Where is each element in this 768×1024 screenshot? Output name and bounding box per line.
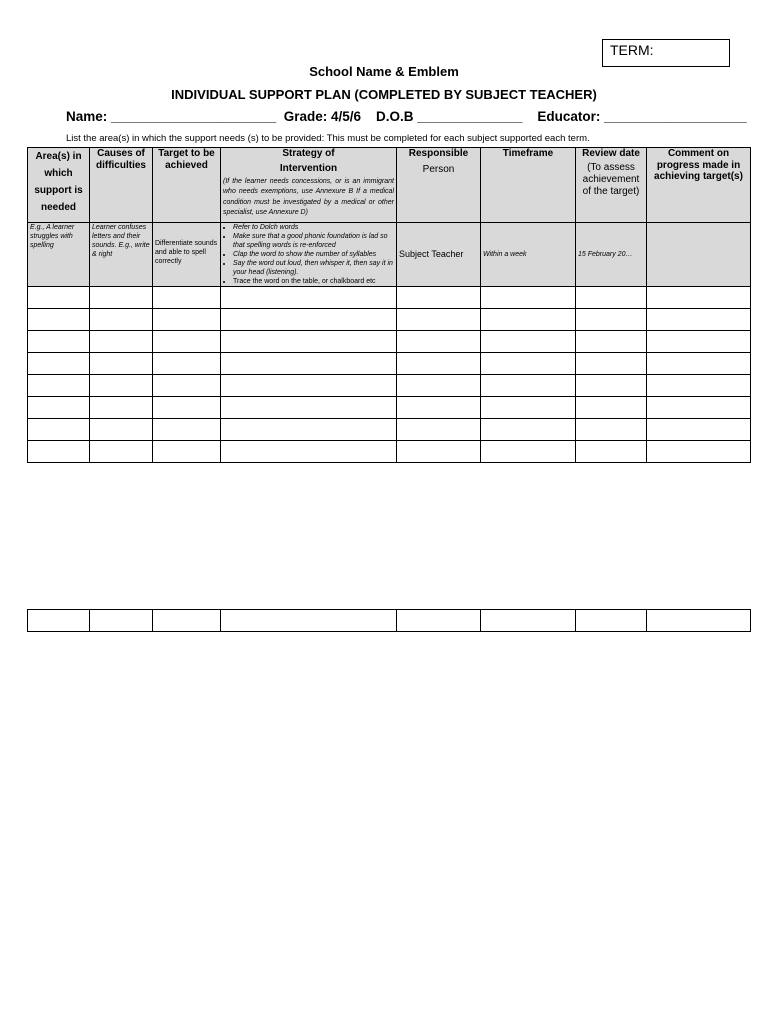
table-row[interactable] — [28, 610, 751, 632]
strategy-item: • Clap the word to show the number of syllables — [233, 250, 394, 259]
table-row[interactable] — [28, 353, 751, 375]
example-causes: Learner confuses letters and their sounds. E.g., write & right — [90, 223, 153, 287]
col-header-timeframe: Timeframe — [481, 148, 576, 223]
col-header-target: Target to be achieved — [153, 148, 221, 223]
table-row[interactable] — [28, 397, 751, 419]
example-target: Differentiate sounds and able to spell correctly — [153, 223, 221, 287]
col-header-comment: Comment on progress made in achieving target(s) — [647, 148, 751, 223]
example-comment — [647, 223, 751, 287]
term-field[interactable]: TERM: — [602, 39, 730, 67]
example-review: 15 February 20… — [576, 223, 647, 287]
table-row[interactable] — [28, 331, 751, 353]
example-area: E.g., A learner struggles with spelling — [28, 223, 90, 287]
col-header-responsible: Responsible Person — [397, 148, 481, 223]
table-row[interactable] — [28, 309, 751, 331]
table-row[interactable] — [28, 287, 751, 309]
table-row[interactable] — [28, 375, 751, 397]
example-row — [28, 223, 751, 287]
table-row[interactable] — [28, 441, 751, 463]
strategy-item: • Say the word out loud, then whisper it, then say it in your head (listening). — [233, 259, 394, 277]
page-title: INDIVIDUAL SUPPORT PLAN (COMPLETED BY SUBJECT TEACHER) — [171, 87, 597, 102]
col-header-review: Review date (To assess achievement of the target) — [576, 148, 647, 223]
strategy-item: • Trace the word on the table, or chalkboard etc — [233, 277, 394, 286]
table-row[interactable] — [28, 419, 751, 441]
header-row — [28, 148, 751, 223]
support-plan-table — [27, 147, 751, 463]
example-strategies — [221, 223, 397, 287]
school-name: School Name & Emblem — [309, 64, 459, 79]
col-header-causes: Causes of difficulties — [90, 148, 153, 223]
learner-info-line[interactable]: Name: ______________________ Grade: 4/5/6 D.O.B ______________ Educator: ___________________ — [66, 109, 747, 124]
strategy-item: • Refer to Dolch words — [233, 223, 394, 232]
instruction-text: List the area(s) in which the support needs (s) to be provided: This must be completed for each subject supported each term. — [66, 133, 590, 144]
col-header-area: Area(s) in which support is needed — [28, 148, 90, 223]
continuation-table — [27, 609, 751, 632]
col-header-strategy: Strategy of Intervention (If the learner needs concessions, or is an immigrant who needs exemptions, use Annexure B If a medical condition must be investigated by a medical or other specialist, use Annexure D) — [221, 148, 397, 223]
example-responsible: Subject Teacher — [397, 223, 481, 287]
strategy-item: • Make sure that a good phonic foundation is lad so that spelling words is re-enforced — [233, 232, 394, 250]
example-timeframe: Within a week — [481, 223, 576, 287]
